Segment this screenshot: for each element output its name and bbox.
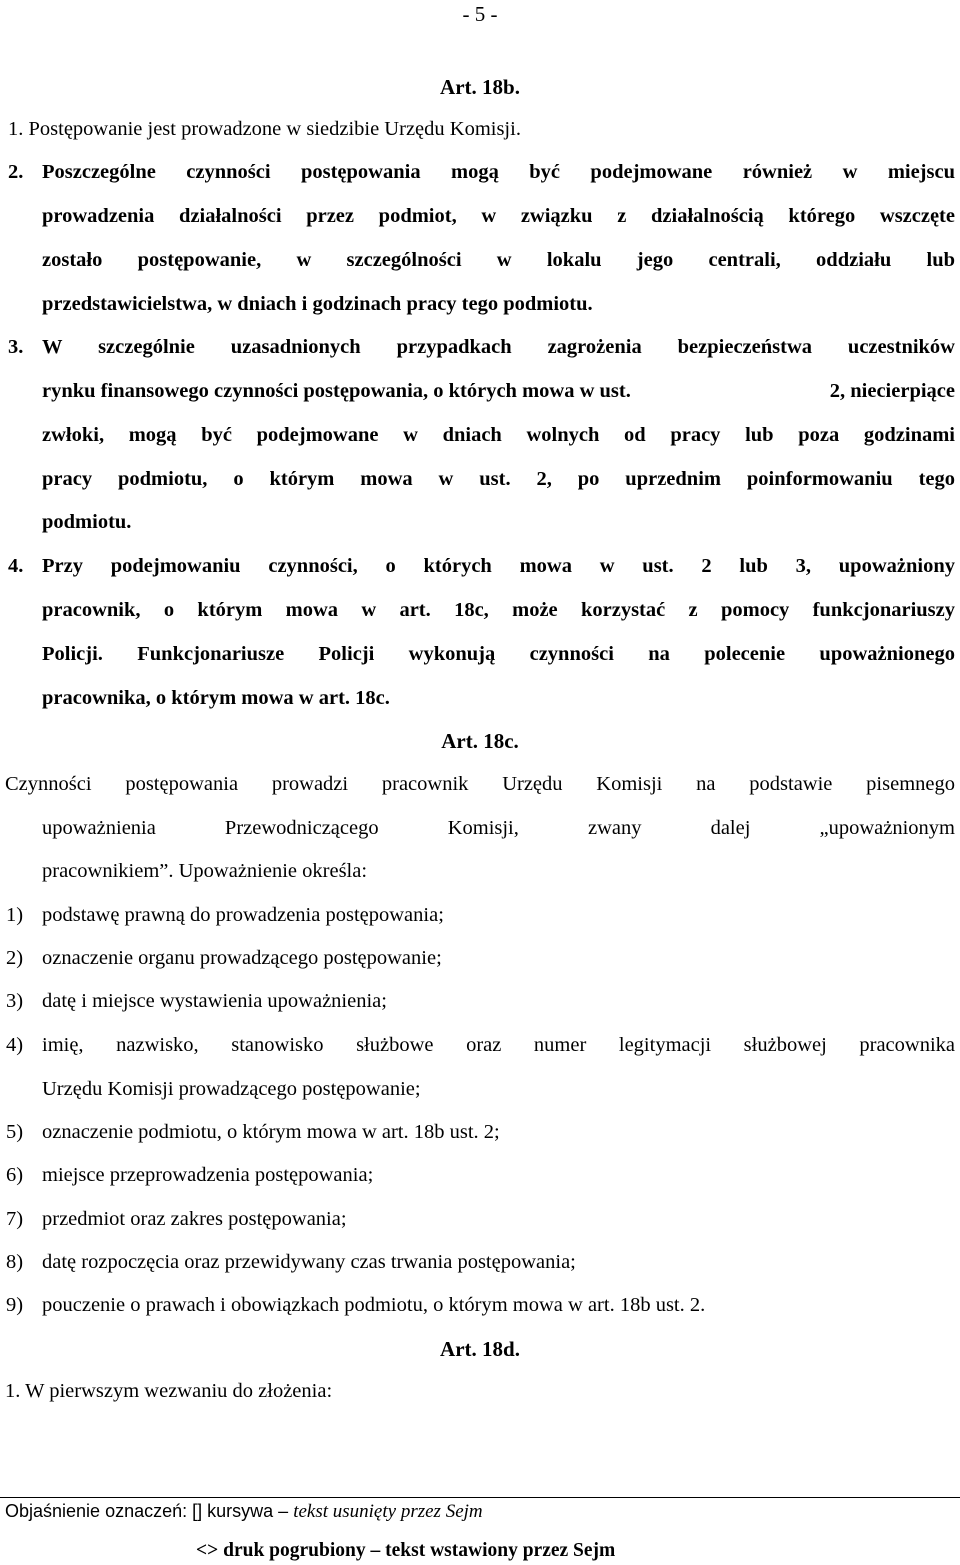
list-item-label: 4) [6,1034,24,1056]
art18b-p4-line: pracownika, o którym mowa w art. 18c. [42,687,390,709]
art18b-p4-line: Policji. Funkcjonariusze Policji wykonują czynności na polecenie upoważnionego [42,643,955,665]
footer-divider [0,1497,960,1498]
art18c-intro-part: pracownikiem”. [42,860,174,882]
art18c-intro-line: upoważnienia Przewodniczącego Komisji, zwany dalej „upoważnionym [42,817,955,839]
art18b-p3-line: pracy podmiotu, o którym mowa w ust. 2, po uprzednim poinformowaniu tego [42,468,955,490]
art18b-p2-number: 2. [8,161,24,183]
list-item-label: 5) [6,1121,24,1143]
list-item-text: datę rozpoczęcia oraz przewidywany czas trwania postępowania; [42,1251,576,1273]
footer-legend-deleted-text: tekst usunięty przez Sejm [293,1501,483,1522]
art18b-p3-line-part: rynku finansowego czynności postępowania, o których mowa w ust. [42,380,631,402]
art18b-p3-number: 3. [8,336,24,358]
art18b-p3-line [42,380,955,403]
list-item-text: datę i miejsce wystawienia upoważnienia; [42,990,387,1012]
list-item-label: 9) [6,1294,24,1316]
list-item-text: oznaczenie podmiotu, o którym mowa w art. 18b ust. 2; [42,1121,500,1143]
art18b-p4-line: Przy podejmowaniu czynności, o których mowa w ust. 2 lub 3, upoważniony [42,555,955,577]
art18d-paragraph-1: 1. W pierwszym wezwaniu do złożenia: [5,1380,333,1402]
art18b-p4-line: pracownik, o którym mowa w art. 18c, może korzystać z pomocy funkcjonariuszy [42,599,955,621]
list-item-label: 2) [6,947,24,969]
footer-legend-deleted-marker: [] kursywa – [192,1501,289,1521]
art18b-p2-line: zostało postępowanie, w szczególności w lokalu jego centrali, oddziału lub [42,249,955,271]
art18b-p3-line: zwłoki, mogą być podejmowane w dniach wolnych od pracy lub poza godzinami [42,424,955,446]
list-item-label: 3) [6,990,24,1012]
art18b-p3-line: podmiotu. [42,511,132,533]
article-heading-18b: Art. 18b. [440,75,520,99]
article-heading-18c: Art. 18c. [441,729,519,753]
list-item-text: Urzędu Komisji prowadzącego postępowanie; [42,1078,421,1100]
list-item-text: pouczenie o prawach i obowiązkach podmiotu, o którym mowa w art. 18b ust. 2. [42,1294,706,1316]
footer-legend-label: Objaśnienie oznaczeń: [5,1501,188,1521]
list-item-label: 6) [6,1164,24,1186]
article-heading-18d: Art. 18d. [440,1337,520,1361]
art18b-p4-number: 4. [8,555,24,577]
art18b-p2-line: przedstawicielstwa, w dniach i godzinach pracy tego podmiotu. [42,293,593,315]
footer-legend-line [5,1501,483,1523]
art18c-intro-part: Upoważnienie określa: [178,860,368,882]
footer-legend-added: <> druk pogrubiony – tekst wstawiony przez Sejm [196,1540,616,1561]
list-item-text: oznaczenie organu prowadzącego postępowanie; [42,947,442,969]
art18b-p2-line: prowadzenia działalności przez podmiot, w związku z działalnością którego wszczęte [42,205,955,227]
art18b-p3-line: W szczególnie uzasadnionych przypadkach zagrożenia bezpieczeństwa uczestników [42,336,955,358]
list-item-text: imię, nazwisko, stanowisko służbowe oraz numer legitymacji służbowej pracownika [42,1034,955,1056]
page-number: - 5 - [462,2,498,26]
list-item-text: miejsce przeprowadzenia postępowania; [42,1164,374,1186]
list-item-label: 1) [6,904,24,926]
list-item-text: przedmiot oraz zakres postępowania; [42,1208,347,1230]
art18b-p2-line: Poszczególne czynności postępowania mogą być podejmowane również w miejscu [42,161,955,183]
list-item-label: 8) [6,1251,24,1273]
art18b-p3-line-part: 2, niecierpiące [829,380,955,402]
art18c-intro-line [42,860,955,883]
list-item-label: 7) [6,1208,24,1230]
art18b-paragraph-1: 1. Postępowanie jest prowadzone w siedzibie Urzędu Komisji. [8,118,521,140]
art18c-intro-line: Czynności postępowania prowadzi pracownik Urzędu Komisji na podstawie pisemnego [5,773,955,795]
list-item-text: podstawę prawną do prowadzenia postępowania; [42,904,444,926]
